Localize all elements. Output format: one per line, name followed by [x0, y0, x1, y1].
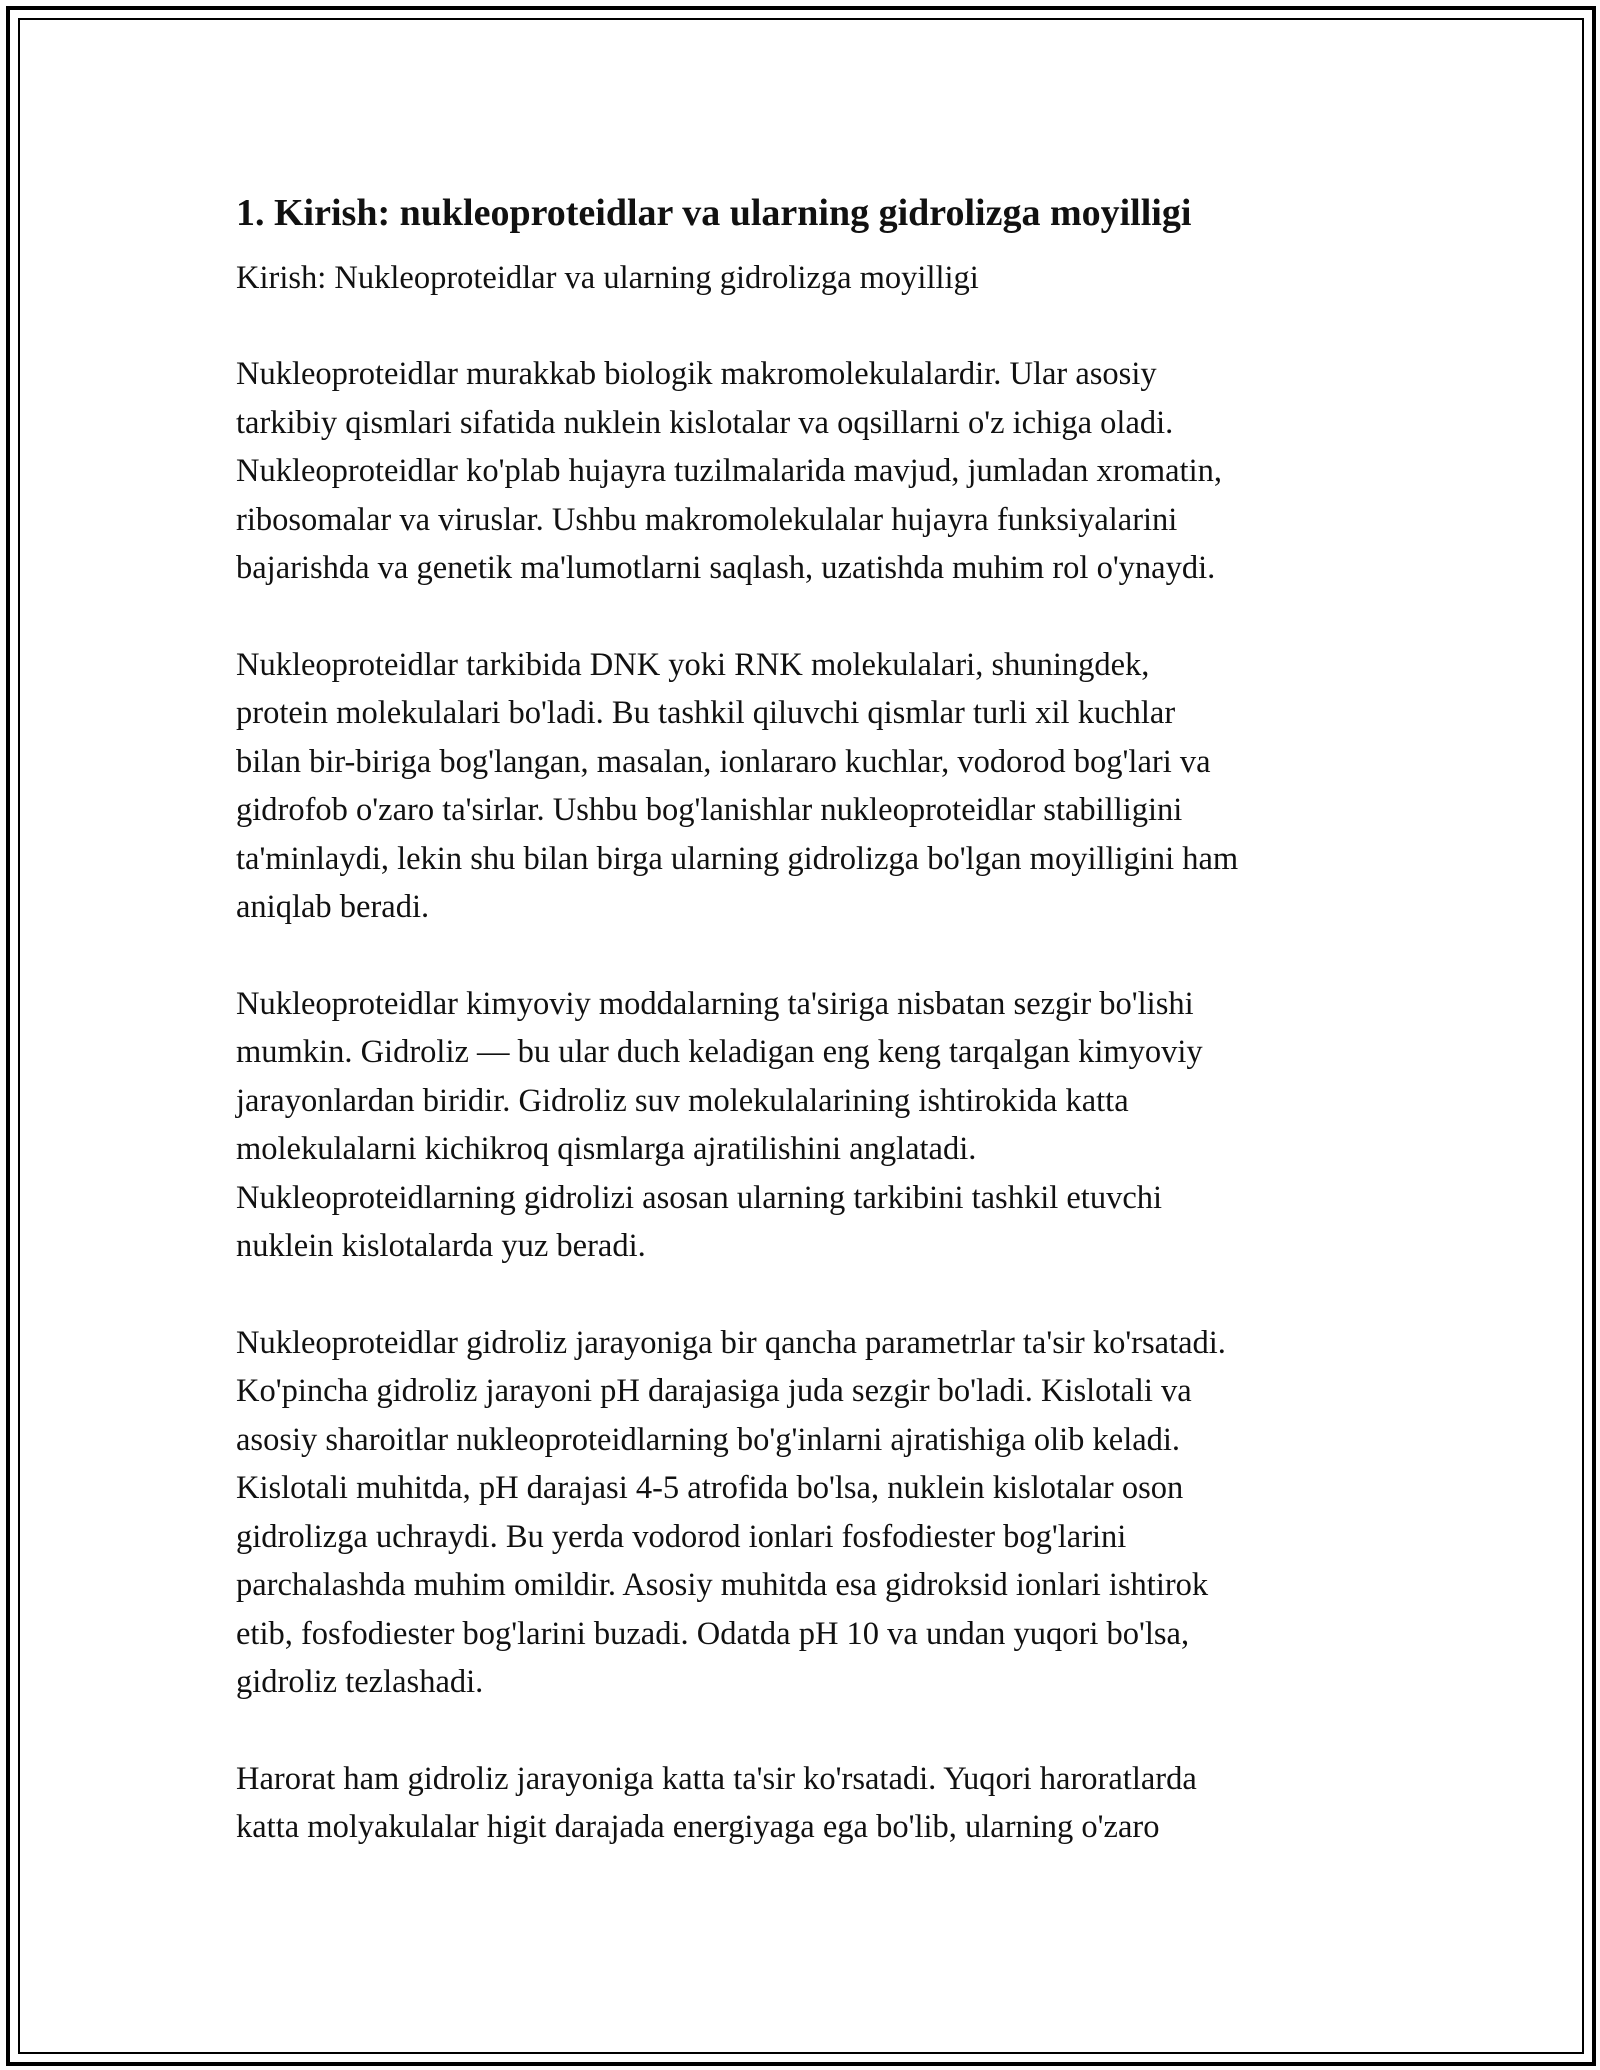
text-line: aniqlab beradi.	[236, 889, 430, 925]
text-line: katta molyakulalar higit darajada energiyaga ega bo'lib, ularning o'zaro	[236, 1809, 1160, 1845]
paragraph-4	[236, 1319, 1386, 1707]
text-line: protein molekulalari bo'ladi. Bu tashkil qiluvchi qismlar turli xil kuchlar	[236, 695, 1176, 731]
text-line: mumkin. Gidroliz — bu ular duch keladigan eng keng tarqalgan kimyoviy	[236, 1034, 1203, 1070]
text-line: bilan bir-biriga bog'langan, masalan, ionlararo kuchlar, vodorod bog'lari va	[236, 743, 1211, 780]
document-body	[236, 186, 1386, 1900]
section-subtitle: Kirish: Nukleoproteidlar va ularning gidrolizga moyilligi	[236, 260, 979, 296]
text-line: Nukleoproteidlar tarkibida DNK yoki RNK molekulalari, shuningdek,	[236, 646, 1150, 683]
text-line: Nukleoproteidlar gidroliz jarayoniga bir qancha parametrlar ta'sir ko'rsatadi.	[236, 1324, 1226, 1361]
text-line: bajarishda va genetik ma'lumotlarni saqlash, uzatishda muhim rol o'ynaydi.	[236, 550, 1216, 586]
text-line: Harorat ham gidroliz jarayoniga katta ta'sir ko'rsatadi. Yuqori haroratlarda	[236, 1760, 1197, 1797]
paragraph-5	[236, 1755, 1386, 1852]
text-line: Nukleoproteidlar murakkab biologik makromolekulalardir. Ular asosiy	[236, 356, 1157, 392]
text-line: gidroliz tezlashadi.	[236, 1664, 484, 1700]
text-line: Nukleoproteidlar ko'plab hujayra tuzilmalarida mavjud, jumladan xromatin,	[236, 453, 1222, 489]
paragraph-2	[236, 641, 1386, 932]
text-line: parchalashda muhim omildir. Asosiy muhitda esa gidroksid ionlari ishtirok	[236, 1567, 1209, 1603]
text-line: Nukleoproteidlar kimyoviy moddalarning ta'siriga nisbatan sezgir bo'lishi	[236, 985, 1194, 1022]
text-line: ta'minlaydi, lekin shu bilan birga ularning gidrolizga bo'lgan moyilligini ham	[236, 840, 1239, 877]
section-heading: 1. Kirish: nukleoproteidlar va ularning gidrolizga moyilligi	[236, 192, 1192, 234]
text-line: Ko'pincha gidroliz jarayoni pH darajasiga juda sezgir bo'ladi. Kislotali va	[236, 1373, 1192, 1409]
text-line: gidrofob o'zaro ta'sirlar. Ushbu bog'lanishlar nukleoproteidlar stabilligini	[236, 792, 1183, 828]
text-line: jarayonlardan biridir. Gidroliz suv molekulalarining ishtirokida katta	[236, 1082, 1129, 1119]
paragraph-3	[236, 980, 1386, 1271]
text-line: gidrolizga uchraydi. Bu yerda vodorod ionlari fosfodiester bog'larini	[236, 1518, 1127, 1555]
text-line: ribosomalar va viruslar. Ushbu makromolekulalar hujayra funksiyalarini	[236, 501, 1178, 538]
text-line: molekulalarni kichikroq qismlarga ajratilishini anglatadi.	[236, 1131, 977, 1167]
text-line: etib, fosfodiester bog'larini buzadi. Odatda pH 10 va undan yuqori bo'lsa,	[236, 1615, 1190, 1652]
text-line: asosiy sharoitlar nukleoproteidlarning bo'g'inlarni ajratishiga olib keladi.	[236, 1421, 1181, 1458]
text-line: tarkibiy qismlari sifatida nuklein kislotalar va oqsillarni o'z ichiga oladi.	[236, 404, 1174, 441]
text-line: nuklein kislotalarda yuz beradi.	[236, 1228, 646, 1264]
text-line: Kislotali muhitda, pH darajasi 4-5 atrofida bo'lsa, nuklein kislotalar oson	[236, 1470, 1184, 1506]
text-line: Nukleoproteidlarning gidrolizi asosan ularning tarkibini tashkil etuvchi	[236, 1179, 1163, 1216]
paragraph-1	[236, 350, 1386, 593]
